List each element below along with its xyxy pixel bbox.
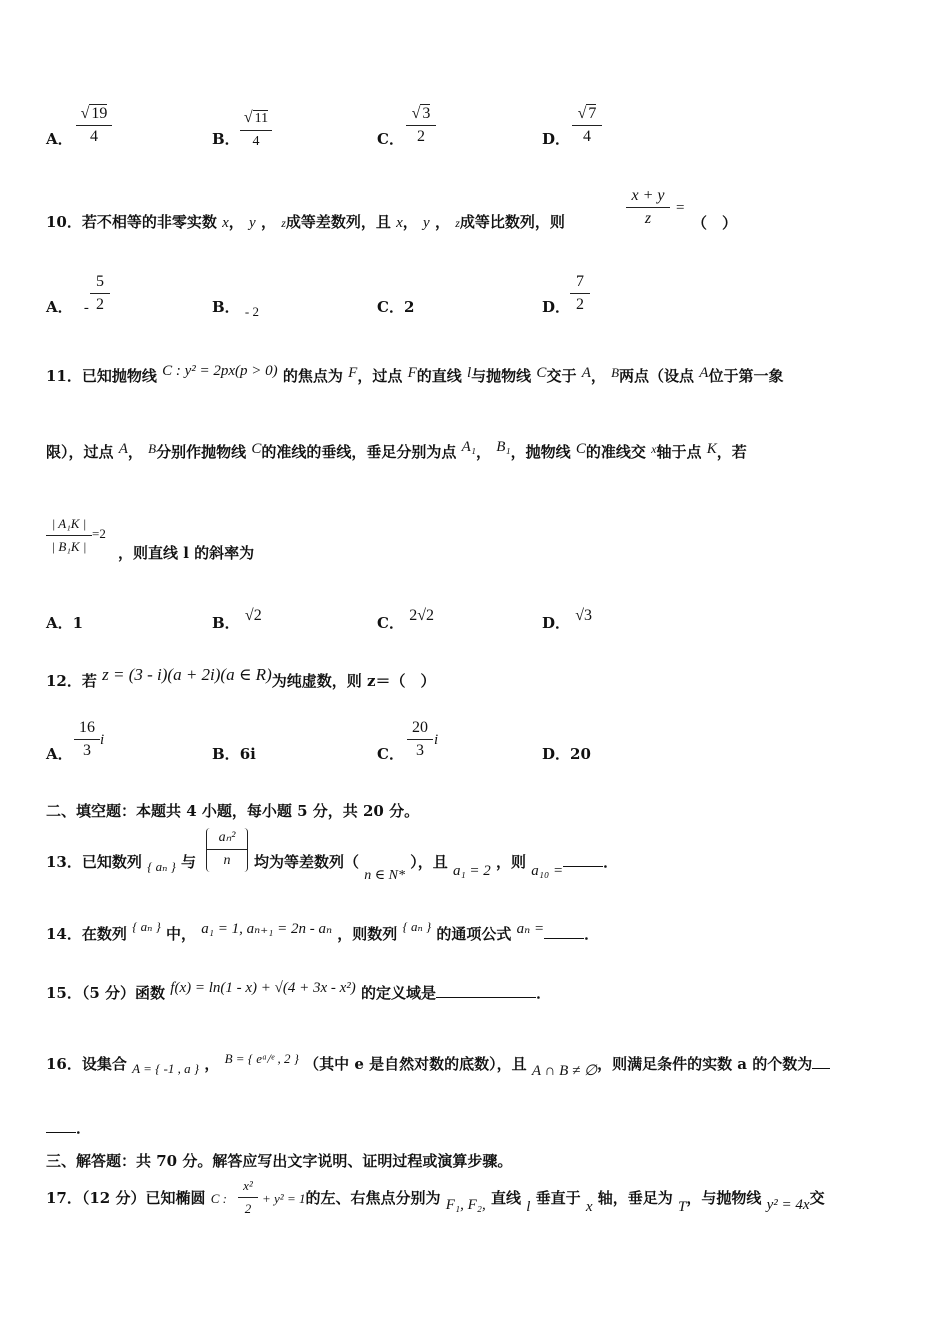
q12-option-c-fraction: $\frac{20}{3}$ [407, 718, 433, 762]
q13-answer-blank[interactable] [563, 852, 603, 867]
q10-equals: = [676, 200, 685, 216]
q11-option-c[interactable]: C． 2√2 [377, 607, 434, 632]
q13-stem: 13．已知数列 { aₙ } 与 [46, 853, 197, 874]
q10-stem: 10．若不相等的非零实数 x， y ， z成等差数列，且 x， y ， z成等比数列，则 [46, 213, 565, 231]
q10-option-d[interactable]: D． [542, 298, 571, 316]
q9-option-d-fraction: $\frac{√ 7}{4}$ [572, 104, 602, 148]
q10-answer-paren: （ ） [692, 214, 738, 232]
q17-stem: 17．（12 分）已知椭圆 C : [46, 1189, 227, 1207]
q17-ellipse-fraction: $\frac{\text{x²}}{2}$ [238, 1176, 258, 1220]
q14-answer-blank[interactable] [544, 924, 584, 939]
q15-stem: 15．（5 分）函数 f(x) = ln(1 - x) + √(4 + 3x - x²) 的定义域是 ． [46, 980, 552, 1002]
q9-option-a-fraction: $\frac{√ 19}{4}$ [76, 104, 112, 148]
q12-stem: 12．若 z = (3 - i)(a + 2i)(a ∈ R)为纯虚数，则 z＝（ ） [46, 665, 436, 690]
q12-option-b[interactable]: B．6i [212, 745, 256, 763]
q10-option-a-fraction: $\frac{5}{2}$ [90, 272, 110, 316]
q13-set-fraction: $\frac{\text{aₙ²}}{n}$ [206, 828, 248, 872]
q9-option-b[interactable]: B． [212, 130, 240, 148]
q13-stem-2: 均为等差数列（ n ∈ N* ），且 a₁ = 2 ，则 a₁₀ = ． [254, 853, 619, 883]
q12-option-c[interactable]: C． [377, 745, 404, 763]
q12-option-a-fraction: $\frac{16}{3}$ [74, 718, 100, 762]
q10-option-c[interactable]: C．2 [377, 298, 415, 316]
q12-option-a[interactable]: A． [46, 745, 73, 763]
q10-option-a[interactable]: A． - [46, 298, 89, 316]
q11-line-2: 限），过点 A， B分别作抛物线 C的准线的垂线，垂足分别为点 A₁， B₁，抛物线 C的准线交 $^x$轴于点 K，若 [46, 439, 747, 461]
q9-option-c-fraction: $\frac{√ 3}{2}$ [406, 104, 436, 148]
q11-option-b[interactable]: B． √2 [212, 607, 262, 632]
q11-option-d[interactable]: D． √3 [542, 607, 593, 632]
option-letter: A． [46, 130, 73, 148]
q12-option-d[interactable]: D．20 [542, 745, 591, 763]
q11-line-3: ，则直线 l 的斜率为 [118, 544, 255, 562]
q16-stem: 16．设集合 A = { -1 , a } ， B = { eᵃ/ᵉ , 2 } （其中 e 是自然对数的底数），且 A ∩ B ≠ ∅，则满足条件的实数 a 的个数为 [46, 1054, 830, 1075]
q9-option-d[interactable]: D． [542, 130, 571, 148]
q10-fraction: $\frac{x + y}{z}$ [626, 186, 670, 230]
q11-ratio-equals: =2 [92, 526, 106, 541]
section-2-heading: 二、填空题：本题共 4 小题，每小题 5 分，共 20 分。 [46, 802, 420, 820]
q14-stem: 14．在数列 { aₙ } 中， a₁ = 1, aₙ₊₁ = 2n - aₙ ，则数列 { aₙ } 的通项公式 aₙ = ． [46, 919, 600, 943]
q9-option-c[interactable]: C． [377, 130, 404, 148]
q10-option-d-fraction: $\frac{7}{2}$ [570, 272, 590, 316]
section-3-heading: 三、解答题：共 70 分。解答应写出文字说明、证明过程或演算步骤。 [46, 1152, 513, 1170]
q16-answer-blank-cont[interactable] [46, 1118, 76, 1133]
q12-option-a-i: i [100, 732, 105, 748]
q16-stem-end: ． [46, 1118, 91, 1138]
q10-option-b[interactable]: B． - 2 [212, 298, 260, 319]
q17-stem-2: + y² = 1的左、右焦点分别为 F₁, F₂, 直线 l 垂直于 x 轴，垂足为 T，与抛物线 y² = 4x交 [262, 1189, 825, 1215]
q11-ratio-fraction: $\frac{\text{| A₁K |}}{\text{| B₁K |}}$ [46, 514, 92, 558]
q9-option-a[interactable] [46, 128, 73, 149]
q11-option-a[interactable]: A．1 [46, 614, 84, 632]
q12-option-c-i: i [434, 732, 439, 748]
q15-answer-blank[interactable] [436, 983, 536, 998]
q9-option-b-fraction: $\frac{√ 11}{4}$ [240, 108, 272, 153]
q16-answer-blank[interactable] [812, 1054, 830, 1069]
q11-line-1: 11．已知抛物线 C : y² = 2px(p > 0) 的焦点为 F，过点 F的直线 l与抛物线 C交于 A， B两点（设点 A位于第一象 [46, 363, 784, 385]
